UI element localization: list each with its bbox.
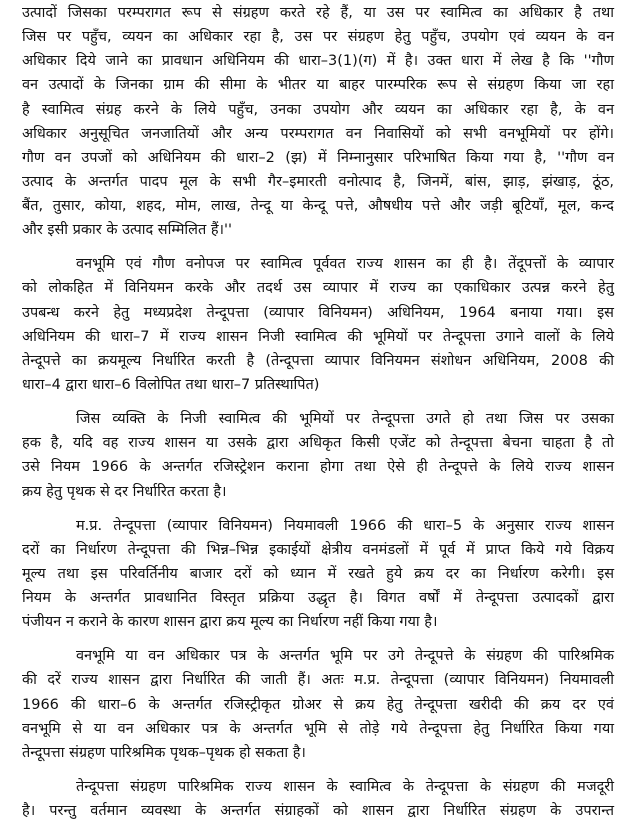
text-line: वनभूमि से या वन अधिकार पत्र के अन्तर्गत भूमि से तोड़े गये तेन्दूपत्ता हेतु निर्धारित किया गया: [22, 720, 614, 737]
text-line: अधिनियम की धारा–7 में राज्य शासन निजी स्वामित्व की भूमियों पर तेन्दूपत्ता उगाने वालों के लिये: [22, 328, 614, 345]
text-line: 1966 की धारा–6 के अन्तर्गत रजिस्ट्रीकृत ग्रोअर से क्रय हेतु तेन्दूपत्ता खरीदी की क्रय दर एवं: [22, 696, 614, 713]
text-line: गौण वन उपजों को अधिनियम की धारा–2 (झ) में निम्नानुसार परिभाषित किया गया है, ''गौण वन: [22, 149, 614, 166]
text-line: तेन्दूपत्ते का क्रयमूल्य निर्धारित करती है (तेन्दूपत्ता व्यापार विनियमन संशोधन अधिनियम, 2008 की: [22, 352, 614, 369]
text-line: म.प्र. तेन्दूपत्ता (व्यापार विनियमन) नियमावली 1966 की धारा–5 के अनुसार राज्य शासन: [76, 517, 614, 534]
text-line: अधिकार दिये जाने का प्रावधान अधिनियम की धारा–3(1)(ग) में है। उक्त धारा में लेख है कि ''गौण: [22, 53, 614, 70]
text-line: वन उत्पादों के जिनका ग्राम की सीमा के भीतर या बाहर पारम्परिक रूप से संग्रहण किया जा रहा: [22, 77, 614, 94]
text-line: तेन्दूपत्ता संग्रहण पारिश्रमिक पृथक–पृथक हो सकता है।: [22, 744, 306, 761]
text-line: दरों का निर्धारण तेन्दूपत्ता की भिन्न–भिन्न इकाईयों क्षेत्रीय वनमंडलों में पूर्व में प्राप्त किये गये विक्रय: [22, 541, 614, 558]
text-line: उसे नियम 1966 के अन्तर्गत रजिस्ट्रेशन कराना होगा तथा ऐसे ही तेन्दूपत्ते के लिये राज्य शासन: [22, 459, 614, 476]
text-line: और इसी प्रकार के उत्पाद सम्मिलित हैं।'': [22, 222, 233, 239]
text-line: अधिकार अनुसूचित जनजातियों और अन्य परम्परागत वन निवासियों को सभी वनभूमियों पर होंगे।: [22, 125, 614, 142]
text-line: जिस पर पहुँच, व्ययन का अधिकार रहा है, उस पर संग्रहण हेतु पहुँच, उपयोग एवं व्ययन के वन: [22, 29, 614, 46]
text-line: है। परन्तु वर्तमान व्यवस्था के अन्तर्गत संग्राहकों को शासन द्वारा निर्धारित संग्रहण के उपरान्त: [22, 803, 614, 819]
text-line: को लोकहित में विनियमन करके और तदर्थ उस व्यापार में राज्य का एकाधिकार उत्पन्न करने हेतु: [22, 280, 614, 297]
text-line: उत्पाद के अन्तर्गत पादप मूल के सभी गैर–इमारती वनोत्पाद है, जिनमें, बांस, झाड़, झंखाड़, ठूंठ,: [22, 173, 614, 190]
text-line: बैंत, तुसार, कोया, शहद, मोम, लाख, तेन्दू या केन्दू पत्ते, औषधीय पत्ते और जड़ी बूटियाँ, मूल, कन्द: [22, 198, 614, 214]
text-line: हक है, यदि वह राज्य शासन या उसके द्वारा अधिकृत किसी एजेंट को तेन्दूपत्ता बेचना चाहता है तो: [22, 435, 614, 452]
text-line: क्रय हेतु पृथक से दर निर्धारित करता है।: [22, 483, 227, 500]
text-line: नियम के अन्तर्गत प्रावधानित विस्तृत प्रक्रिया उद्धृत है। विगत वर्षों में तेन्दूपत्ता उत्पादकों द्वारा: [22, 590, 614, 606]
text-line: पंजीयन न कराने के कारण शासन द्वारा क्रय मूल्य का निर्धारण नहीं किया गया है।: [22, 614, 438, 631]
text-line: की दरें राज्य शासन द्वारा निर्धारित की जाती हैं। अतः म.प्र. तेन्दूपत्ता (व्यापार विनियमन) नियमावली: [22, 672, 614, 689]
scan-smudge: [321, 377, 389, 395]
text-line: है स्वामित्व संग्रह करने के लिये पहुँच, उनका उपयोग और व्ययन का अधिकार रहा है, के वन: [22, 101, 614, 118]
text-line: वनभूमि या वन अधिकार पत्र के अन्तर्गत भूमि पर उगे तेन्दूपत्ते के संग्रहण की पारिश्रमिक: [76, 648, 614, 665]
text-line: मूल्य तथा इस परिवर्तिनीय बाजार दरों को ध्यान में रखते हुये क्रय दर का निर्धारण करेगी। इस: [22, 565, 614, 582]
text-line: धारा–4 द्वारा धारा–6 विलोपित तथा धारा–7 प्रतिस्थापित): [22, 376, 320, 393]
text-line: उपबन्ध करने हेतु मध्यप्रदेश तेन्दूपत्ता (व्यापार विनियमन) अधिनियम, 1964 बनाया गया। इस: [22, 304, 614, 321]
text-line: जिस व्यक्ति के निजी स्वामित्व की भूमियों पर तेन्दूपत्ता उगते हो तथा जिस पर उसका: [76, 411, 614, 428]
text-line: उत्पादों जिसका परम्परागत रूप से संग्रहण करते रहे हैं, या उस पर स्वामित्व का अधिकार है तथा: [22, 5, 614, 21]
text-line: तेन्दूपत्ता संग्रहण पारिश्रमिक राज्य शासन के स्वामित्व के तेन्दूपत्ता के संग्रहण की मजदूरी: [76, 778, 614, 795]
text-line: वनभूमि एवं गौण वनोपज पर स्वामित्व पूर्ववत राज्य शासन का ही है। तेंदूपत्तों के व्यापार: [76, 256, 614, 273]
